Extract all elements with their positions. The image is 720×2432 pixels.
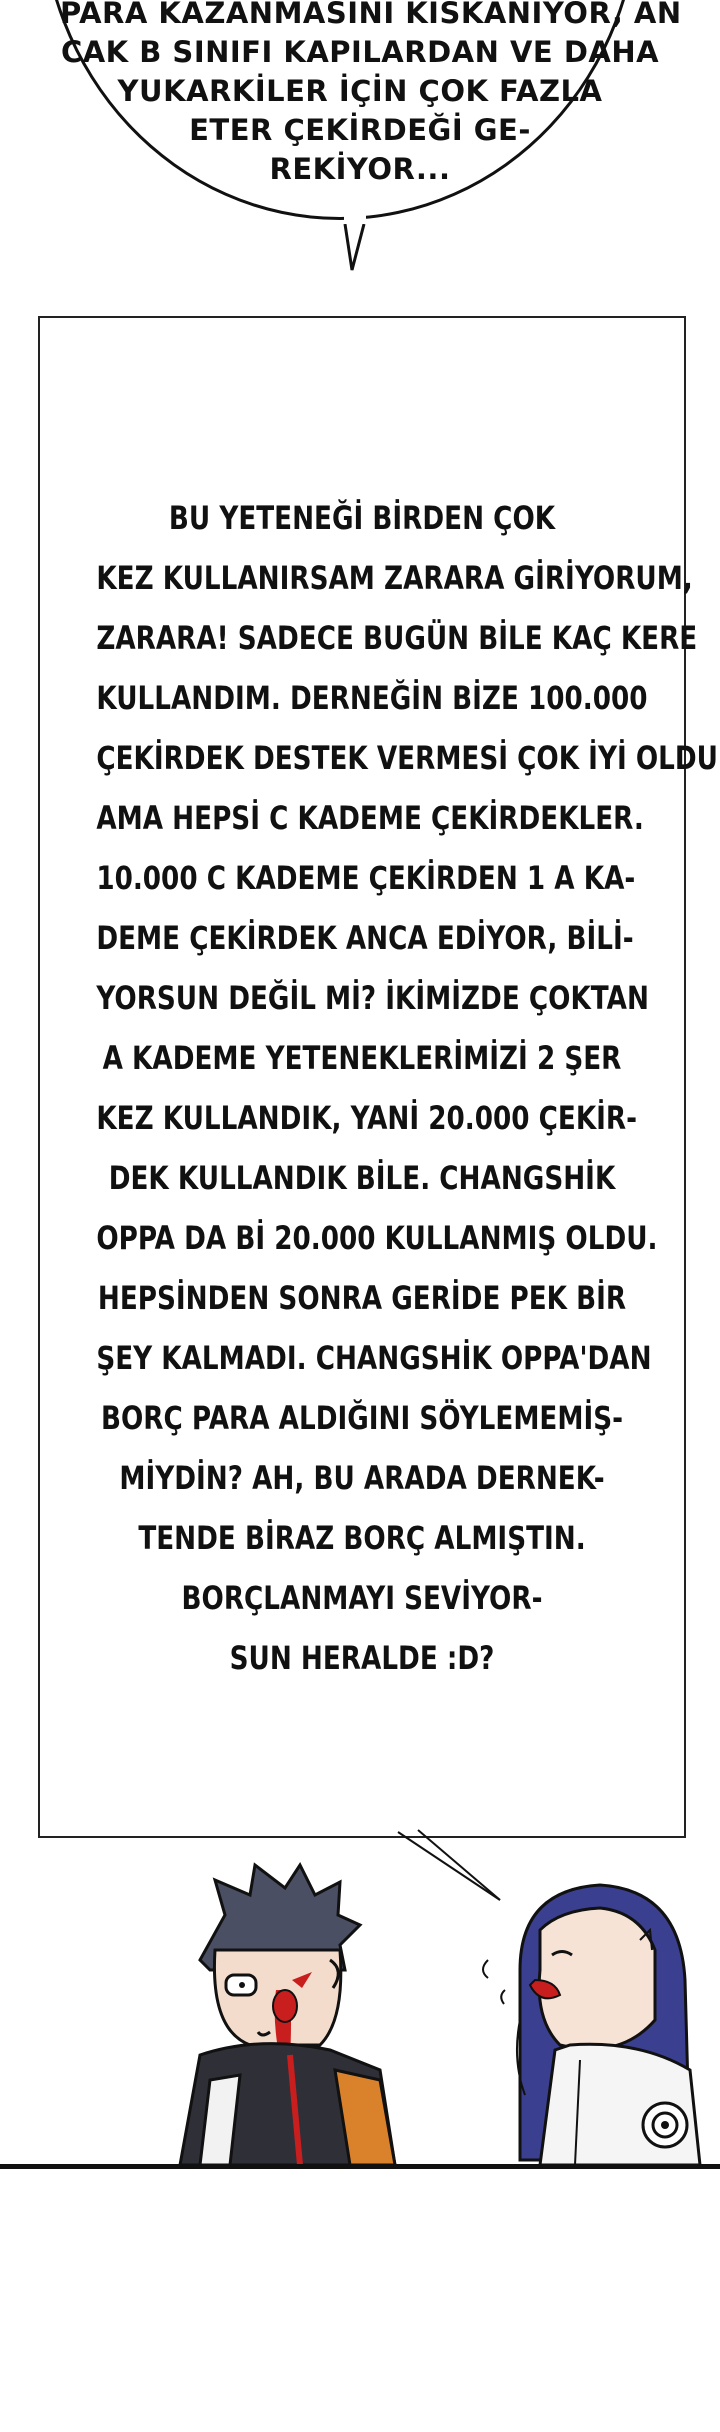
narration-line: BU YETENEĞİ BİRDEN ÇOK — [168, 499, 556, 537]
narration-line: DEK KULLANDIK BİLE. CHANGSHİK — [108, 1159, 616, 1197]
narration-line: SUN HERALDE :D? — [229, 1639, 495, 1677]
narration-line: 10.000 C KADEME ÇEKİRDEN 1 A KA- — [96, 859, 636, 897]
panel-bottom-border — [0, 2164, 720, 2169]
girl-character — [483, 1885, 700, 2165]
narration-text — [96, 488, 718, 1688]
characters-illustration — [0, 1820, 720, 2180]
narration-line: ZARARA! SADECE BUGÜN BİLE KAÇ KERE — [96, 619, 698, 657]
narration-line: BORÇ PARA ALDIĞINI SÖYLEMEMİŞ- — [100, 1399, 624, 1437]
top-bubble-line: ETER ÇEKİRDEĞİ GE- — [189, 113, 531, 147]
narration-line: DEME ÇEKİRDEK ANCA EDİYOR, BİLİ- — [96, 919, 634, 957]
narration-line: A KADEME YETENEKLERİMİZİ 2 ŞER — [102, 1039, 622, 1077]
boy-character — [180, 1865, 395, 2165]
narration-line: TENDE BİRAZ BORÇ ALMIŞTIN. — [138, 1519, 586, 1557]
top-bubble-line: REKİYOR... — [269, 152, 451, 186]
top-bubble-text — [60, 0, 682, 189]
top-bubble-line: CAK B SINIFI KAPILARDAN VE DAHA — [60, 35, 660, 69]
narration-line: KEZ KULLANDIK, YANİ 20.000 ÇEKİR- — [96, 1099, 638, 1137]
narration-line: KEZ KULLANIRSAM ZARARA GİRİYORUM, — [96, 559, 693, 597]
narration-line: KULLANDIM. DERNEĞİN BİZE 100.000 — [96, 679, 648, 717]
top-bubble-line: PARA KAZANMASINI KISKANIYOR, AN — [60, 0, 682, 30]
narration-line: YORSUN DEĞİL Mİ? İKİMİZDE ÇOKTAN — [96, 979, 649, 1017]
narration-line: AMA HEPSİ C KADEME ÇEKİRDEKLER. — [96, 799, 644, 837]
top-bubble-line: YUKARKİLER İÇİN ÇOK FAZLA — [117, 74, 603, 108]
speech-tail-lines — [398, 1830, 500, 1900]
narration-line: ÇEKİRDEK DESTEK VERMESİ ÇOK İYİ OLDU — [96, 739, 718, 777]
narration-line: HEPSİNDEN SONRA GERİDE PEK BİR — [97, 1279, 627, 1317]
narration-line: OPPA DA Bİ 20.000 KULLANMIŞ OLDU. — [96, 1219, 658, 1257]
narration-line: ŞEY KALMADI. CHANGSHİK OPPA'DAN — [96, 1339, 652, 1377]
narration-line: MİYDİN? AH, BU ARADA DERNEK- — [119, 1459, 605, 1497]
narration-line: BORÇLANMAYI SEVİYOR- — [181, 1579, 543, 1617]
